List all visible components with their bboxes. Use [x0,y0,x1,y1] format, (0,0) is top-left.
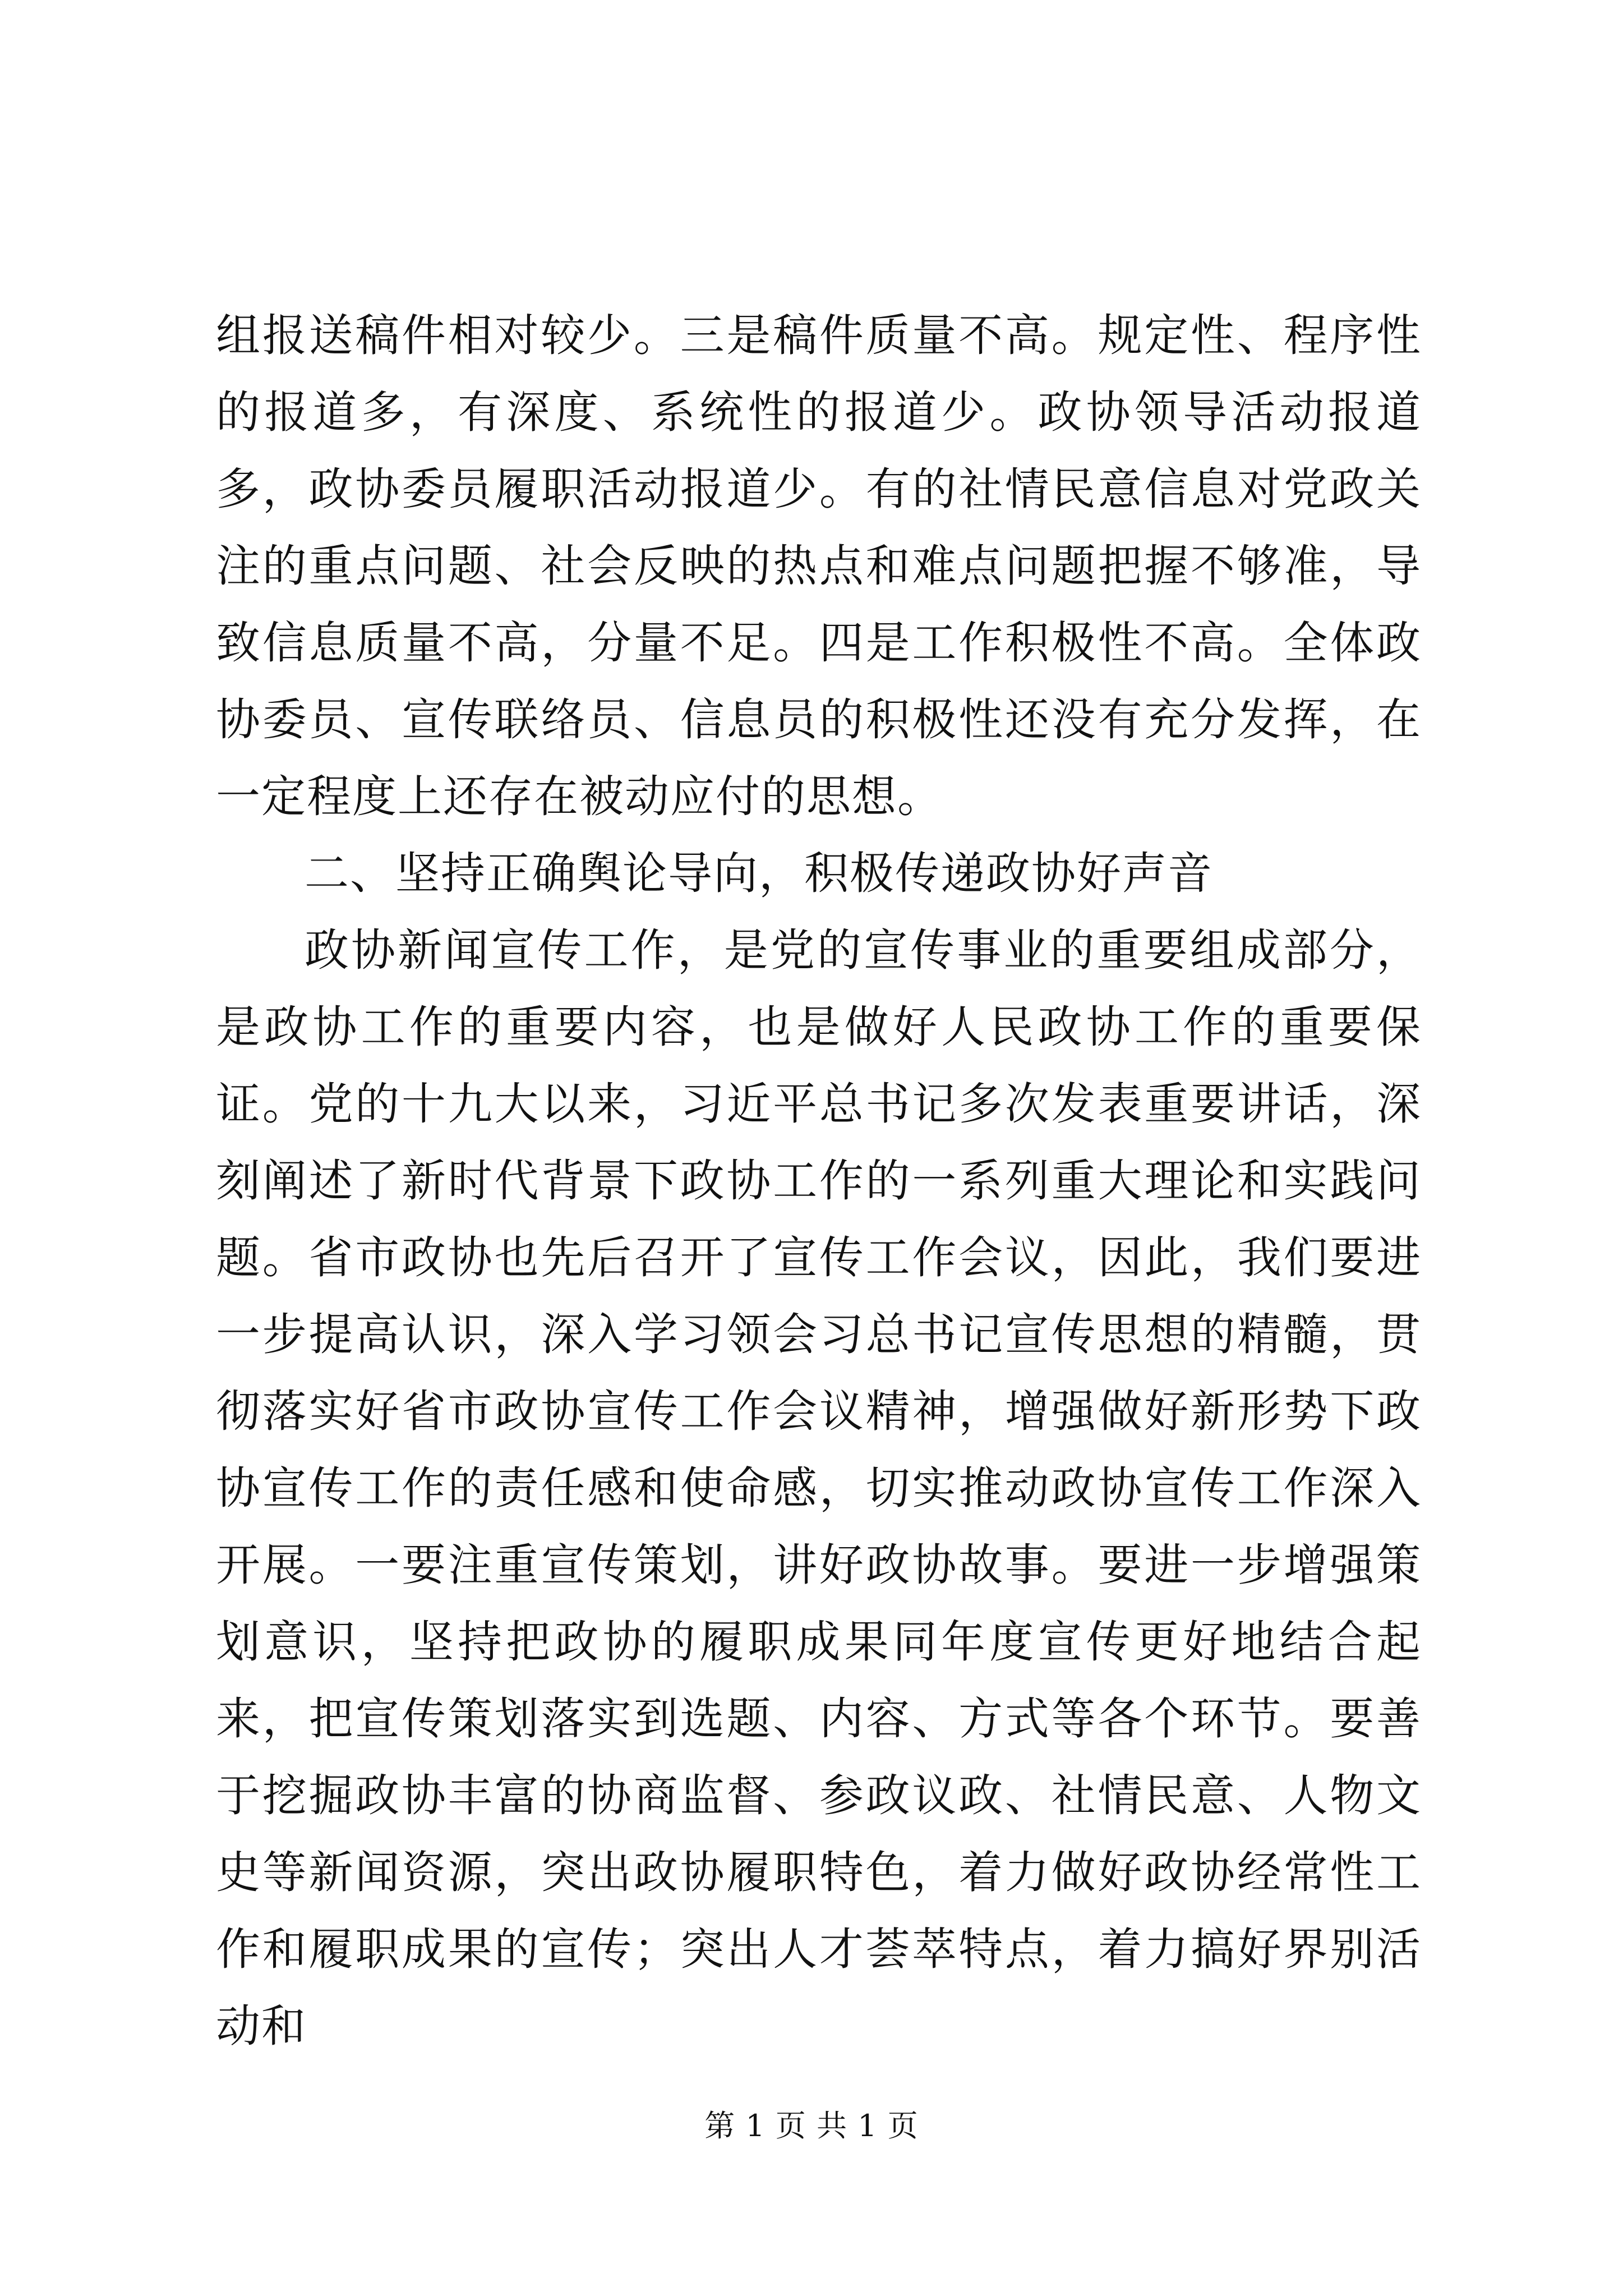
page-footer: 第 1 页 共 1 页 [704,2108,919,2143]
section-heading: 二、坚持正确舆论导向，积极传递政协好声音 [305,848,1213,899]
paragraph-1: 组报送稿件相对较少。三是稿件质量不高。规定性、程序性的报道多，有深度、系统性的报道少。政协领导活动报道多，政协委员履职活动报道少。有的社情民意信息对党政关注的重点问题、社会反映的热点和难点问题把握不够准，导致信息质量不高，分量不足。四是工作积极性不高。全体政协委员、宣传联络员、信息员的积极性还没有充分发挥，在一定程度上还存在被动应付的思想。 [216,310,1422,822]
paragraph-2: 政协新闻宣传工作，是党的宣传事业的重要组成部分，是政协工作的重要内容，也是做好人民政协工作的重要保证。党的十九大以来，习近平总书记多次发表重要讲话，深刻阐述了新时代背景下政协工作的一系列重大理论和实践问题。省市政协也先后召开了宣传工作会议，因此，我们要进一步提高认识，深入学习领会习总书记宣传思想的精髓，贯彻落实好省市政协宣传工作会议精神，增强做好新形势下政协宣传工作的责任感和使命感，切实推动政协宣传工作深入开展。一要注重宣传策划，讲好政协故事。要进一步增强策划意识，坚持把政协的履职成果同年度宣传更好地结合起来，把宣传策划落实到选题、内容、方式等各个环节。要善于挖掘政协丰富的协商监督、参政议政、社情民意、人物文史等新闻资源，突出政协履职特色，着力做好政协经常性工作和履职成果的宣传；突出人才荟萃特点，着力搞好界别活动和 [216,924,1422,2052]
document-body [216,297,1422,2065]
